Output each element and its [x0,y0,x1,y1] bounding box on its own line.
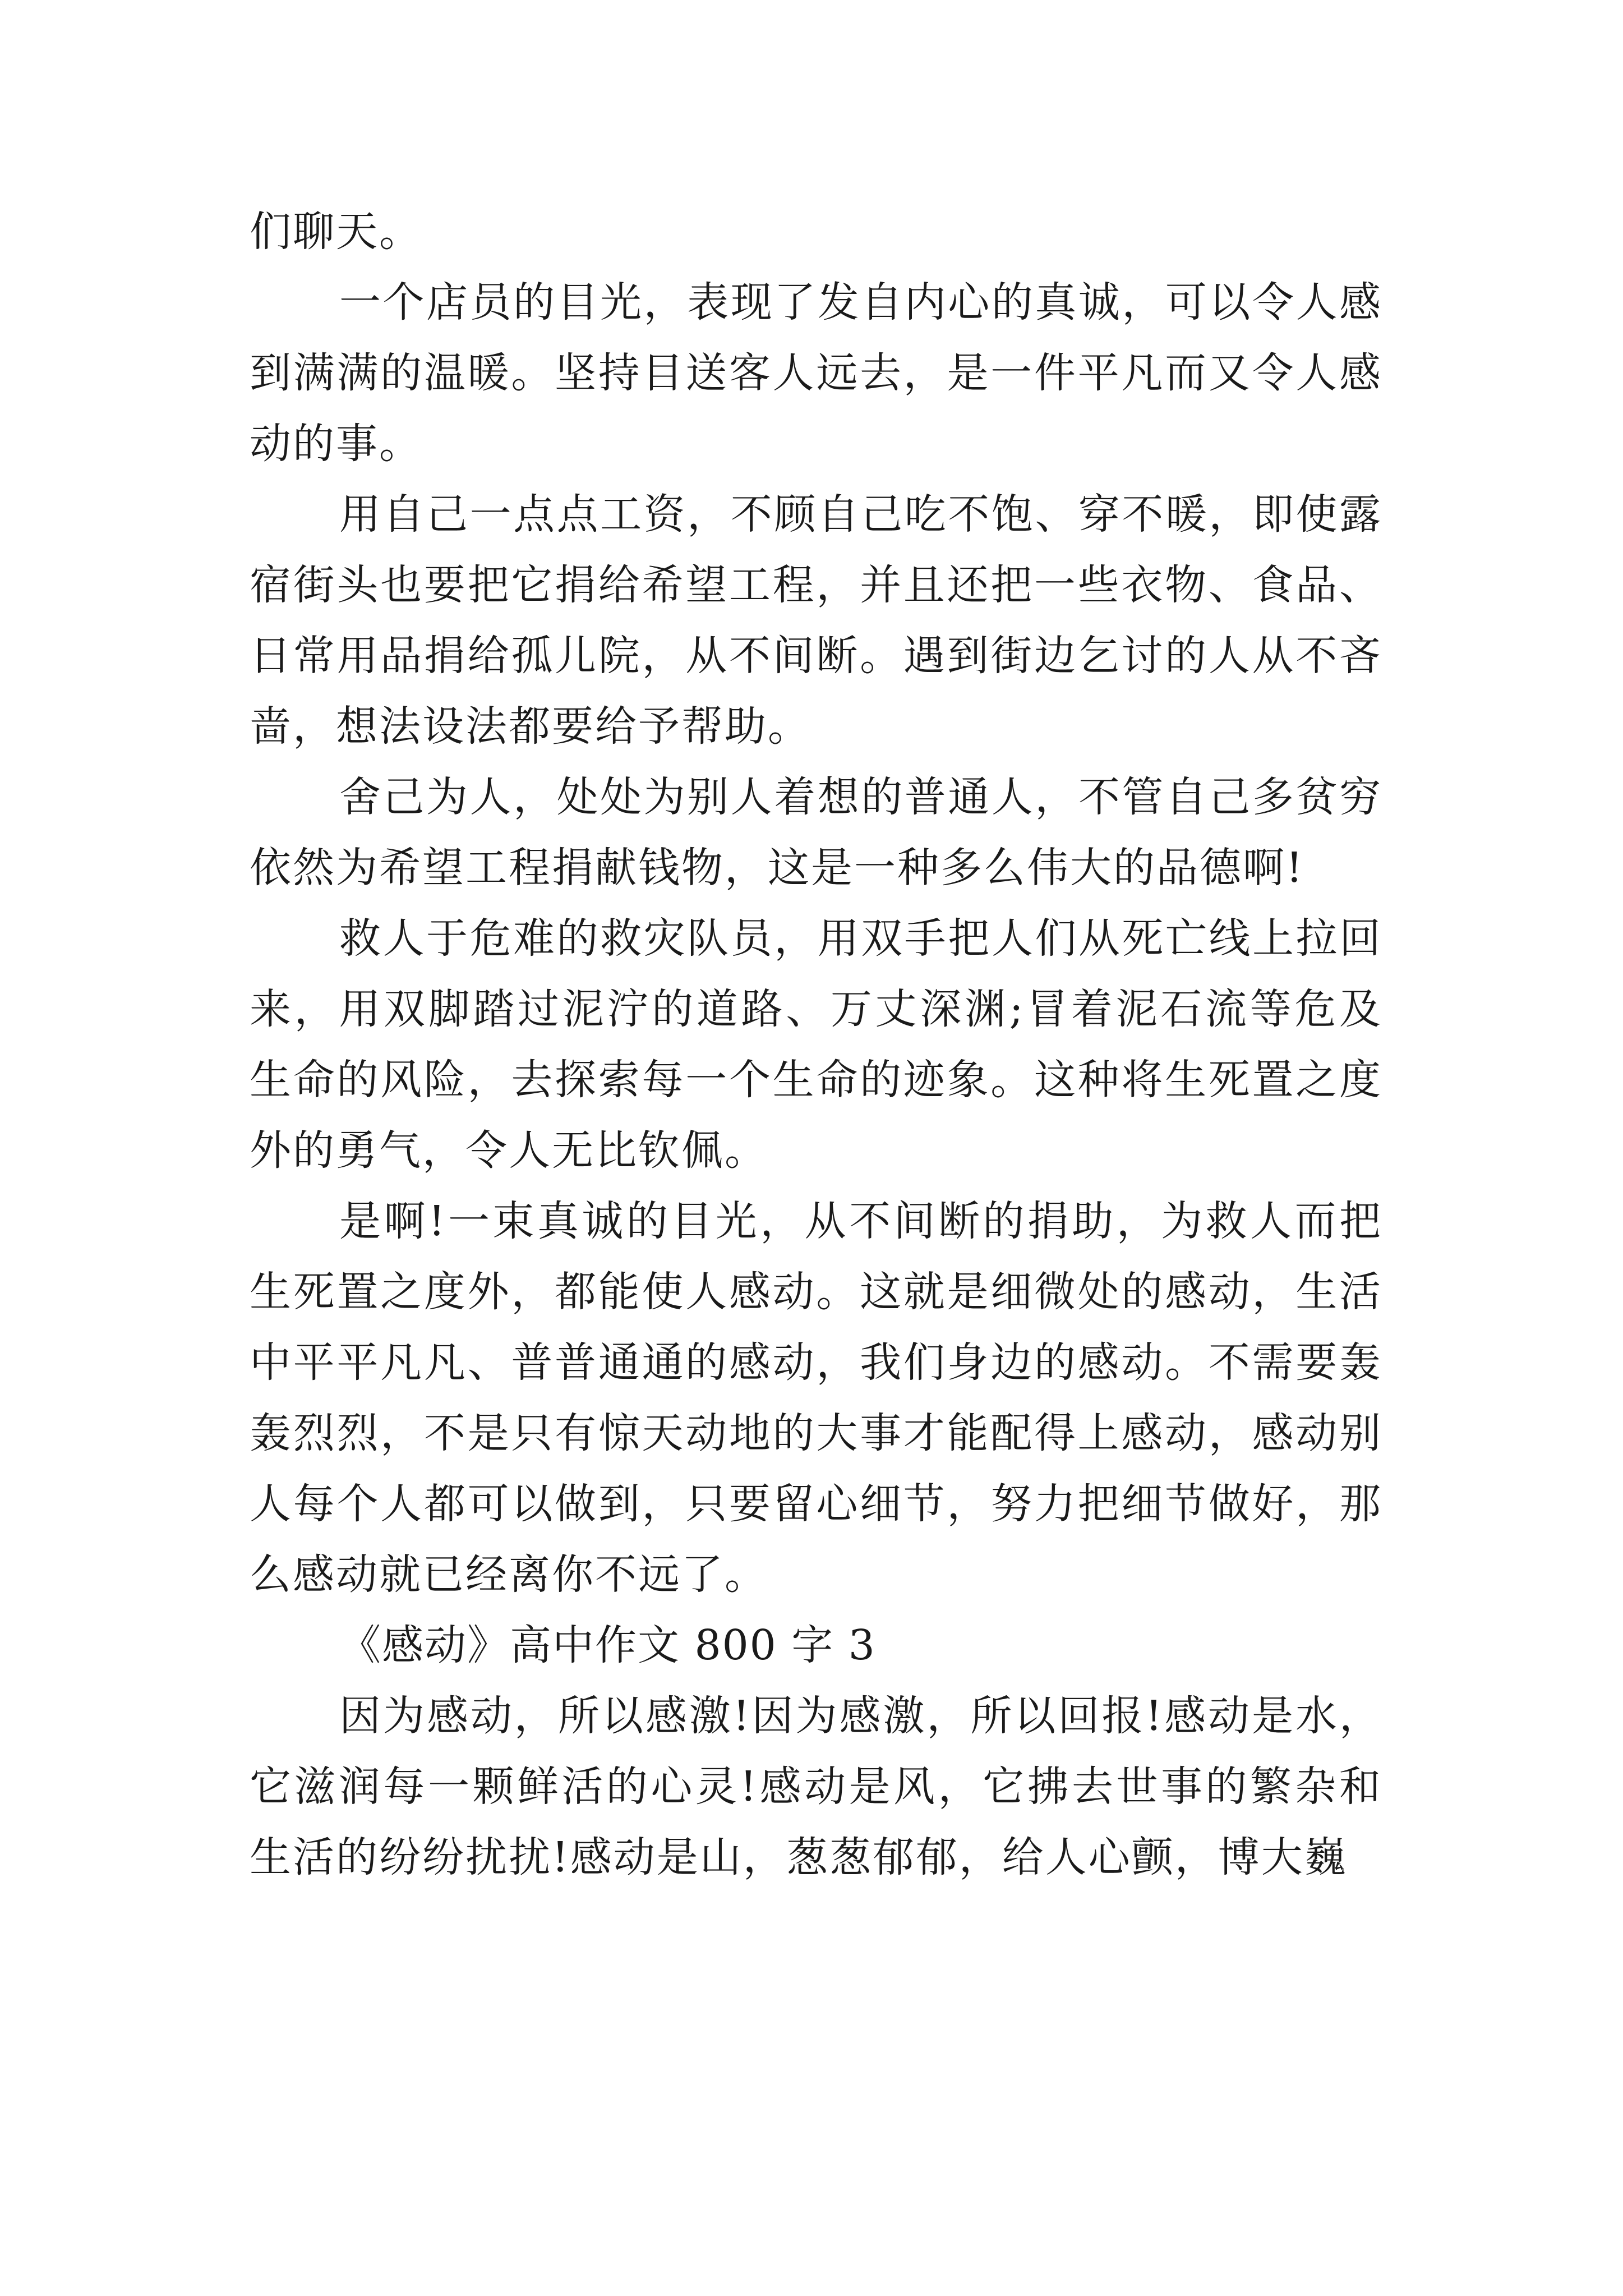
paragraph-7: 因为感动，所以感激!因为感激，所以回报!感动是水，它滋润每一颗鲜活的心灵!感动是风，它拂去世事的繁杂和生活的纷纷扰扰!感动是山，葱葱郁郁，给人心颤，博大巍 [250,1692,1382,1881]
section-heading: 《感动》高中作文 800 字 3 [339,1621,876,1669]
paragraph-4: 舍己为人，处处为别人着想的普通人，不管自己多贫穷依然为希望工程捐献钱物，这是一种多么伟大的品德啊! [250,773,1382,892]
paragraph-1: 们聊天。 [250,208,422,256]
document-body [250,196,1382,1893]
paragraph-3: 用自己一点点工资，不顾自己吃不饱、穿不暖，即使露宿街头也要把它捐给希望工程，并且还把一些衣物、食品、日常用品捐给孤儿院，从不间断。遇到街边乞讨的人从不吝啬，想法设法都要给予帮助。 [250,490,1382,751]
paragraph-6: 是啊!一束真诚的目光，从不间断的捐助，为救人而把生死置之度外，都能使人感动。这就是细微处的感动，生活中平平凡凡、普普通通的感动，我们身边的感动。不需要轰轰烈烈，不是只有惊天动地的大事才能配得上感动，感动别人每个人都可以做到，只要留心细节，努力把细节做好，那么感动就已经离你不远了。 [250,1197,1382,1599]
paragraph-2: 一个店员的目光，表现了发自内心的真诚，可以令人感到满满的温暖。坚持目送客人远去，是一件平凡而又令人感动的事。 [250,278,1382,468]
paragraph-5: 救人于危难的救灾队员，用双手把人们从死亡线上拉回来，用双脚踏过泥泞的道路、万丈深渊;冒着泥石流等危及生命的风险，去探索每一个生命的迹象。这种将生死置之度外的勇气，令人无比钦佩。 [250,914,1382,1175]
